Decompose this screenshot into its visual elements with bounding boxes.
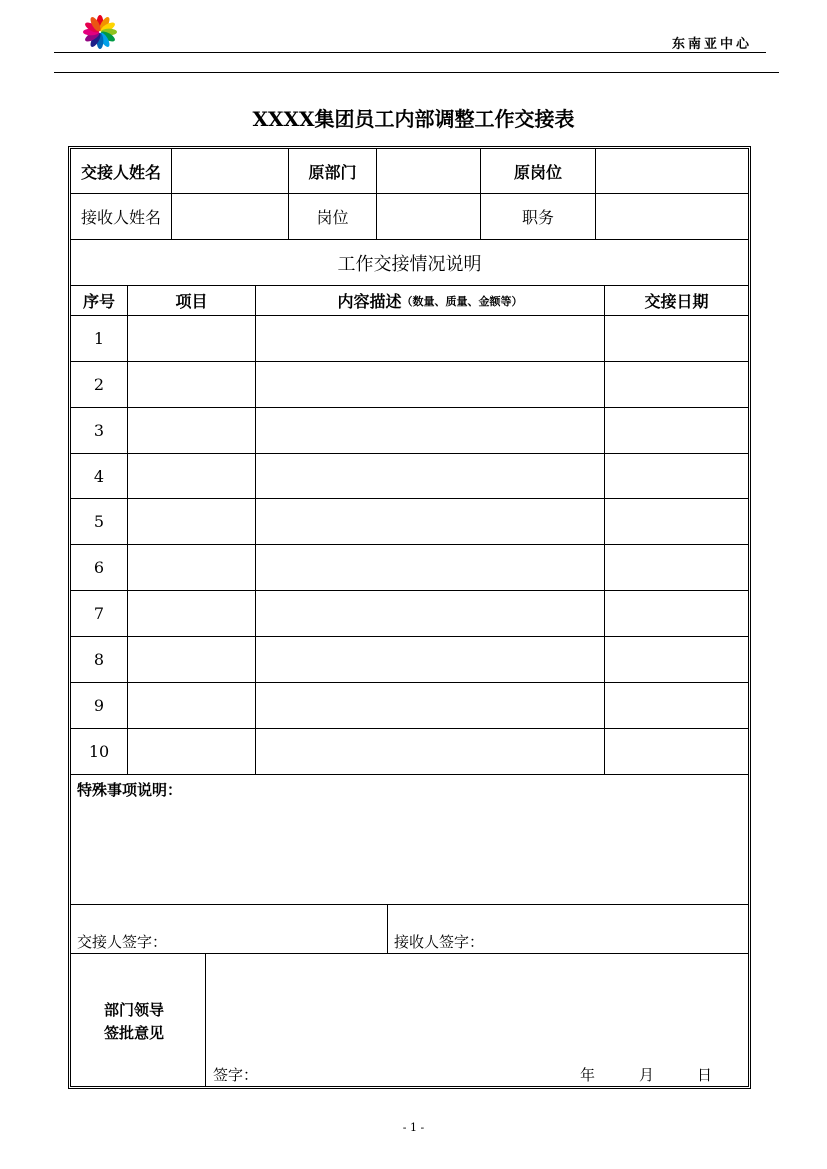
table-row-number: 2 (93, 375, 105, 394)
col-header-item: 项目 (175, 292, 208, 311)
handover-name-label: 交接人姓名 (80, 162, 161, 182)
special-notes-field[interactable] (71, 799, 748, 903)
form-title: XXXX集团员工内部调整工作交接表 (252, 107, 575, 131)
date-year-label: 年 (580, 1066, 596, 1084)
leader-label-line2: 签批意见 (104, 1024, 165, 1042)
col-header-desc-note: （数量、质量、金额等） (401, 294, 523, 308)
table-row-number: 8 (93, 650, 105, 669)
table-row-number: 6 (93, 558, 105, 577)
table-row-number: 1 (93, 329, 105, 348)
duty-field[interactable] (596, 194, 748, 239)
receiver-name-label: 接收人姓名 (80, 208, 161, 227)
logo-petals (83, 15, 117, 49)
original-dept-field[interactable] (377, 149, 480, 193)
col-divider (604, 285, 605, 774)
date-month-label: 月 (639, 1066, 655, 1084)
leader-sign-label: 签字： (213, 1066, 259, 1084)
row-divider (71, 315, 748, 316)
page-number: - 1 - (402, 1121, 425, 1134)
date-day-label: 日 (697, 1066, 713, 1084)
table-row-number: 4 (93, 466, 105, 486)
table-row-number: 9 (93, 696, 105, 715)
original-position-field[interactable] (596, 149, 748, 193)
row-divider (71, 498, 748, 499)
row-divider (71, 544, 748, 545)
header-rule-lower (54, 72, 779, 73)
table-row-number: 10 (88, 742, 110, 761)
original-dept-label: 原部门 (308, 162, 357, 182)
table-row-number: 5 (93, 512, 105, 531)
col-header-desc (256, 286, 604, 315)
receiver-sign-label: 接收人签字： (394, 933, 485, 951)
position-label: 岗位 (316, 208, 349, 227)
position-field[interactable] (377, 194, 480, 239)
row-divider (71, 636, 748, 637)
row-divider (71, 453, 748, 454)
special-notes-label: 特殊事项说明： (77, 781, 183, 799)
leader-opinion-field[interactable] (206, 954, 748, 1059)
table-row-number: 3 (93, 421, 105, 440)
row-divider (71, 682, 748, 683)
row-divider (71, 590, 748, 591)
header-rule (54, 52, 766, 53)
col-header-date: 交接日期 (644, 292, 709, 311)
receiver-name-field[interactable] (172, 194, 288, 239)
col-divider (127, 285, 128, 774)
col-divider (387, 904, 388, 953)
leader-label-line1: 部门领导 (104, 1001, 165, 1019)
col-header-no: 序号 (82, 292, 115, 311)
col-divider (255, 285, 256, 774)
row-divider (71, 774, 748, 775)
company-logo (82, 14, 118, 50)
table-row-number: 7 (93, 604, 105, 623)
handover-name-field[interactable] (172, 149, 288, 193)
header-org-name: 东南亚中心 (671, 37, 752, 52)
duty-label: 职务 (521, 208, 554, 227)
row-divider (71, 728, 748, 729)
section-title: 工作交接情况说明 (337, 253, 482, 275)
col-header-desc-text: 内容描述 (337, 292, 402, 311)
row-divider (71, 904, 748, 905)
original-position-label: 原岗位 (513, 162, 562, 182)
handover-sign-label: 交接人签字： (77, 933, 168, 951)
form-table (68, 146, 751, 1089)
row-divider (71, 407, 748, 408)
row-divider (71, 361, 748, 362)
